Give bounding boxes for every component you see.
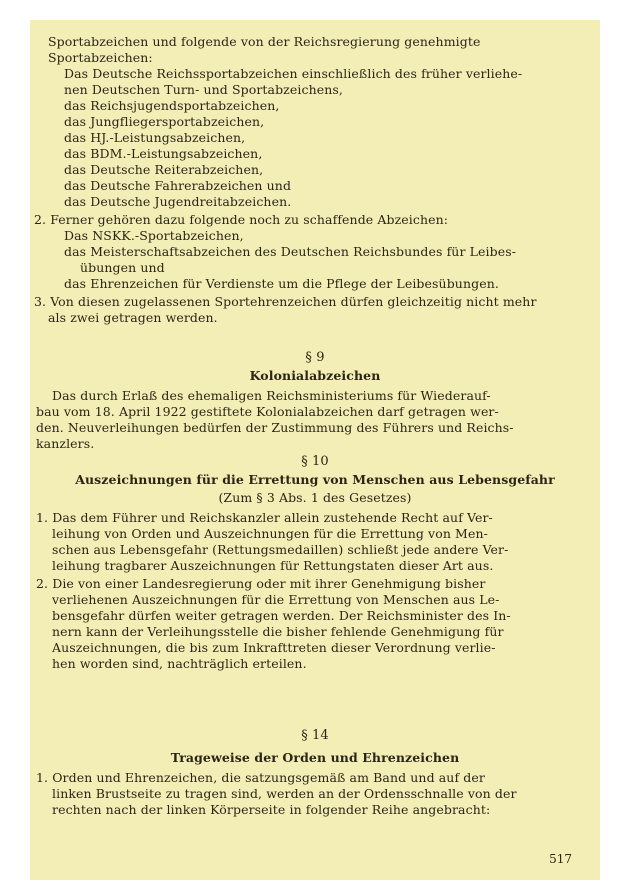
text-line: Sportabzeichen und folgende von der Reichsregierung genehmigte	[48, 34, 481, 49]
list-item-2: 2. Die von einer Landesregierung oder mit ihrer Genehmigung bisher	[36, 576, 486, 591]
section-10-subtitle: (Zum § 3 Abs. 1 des Gesetzes)	[218, 490, 412, 505]
section-14-title: Trageweise der Orden und Ehrenzeichen	[170, 750, 460, 765]
text-line: schen aus Lebensgefahr (Rettungsmedaillen) schließt jede andere Ver-	[52, 542, 509, 557]
text-line: rechten nach der linken Körperseite in folgender Reihe angebracht:	[52, 802, 491, 817]
text-line: leihung tragbarer Auszeichnungen für Rettungstaten dieser Art aus.	[52, 558, 494, 573]
text-line: Auszeichnungen, die bis zum Inkrafttreten dieser Verordnung verlie-	[52, 640, 496, 655]
section-14-number: § 14	[301, 728, 329, 743]
text-line: hen worden sind, nachträglich erteilen.	[52, 656, 307, 671]
text-line: bau vom 18. April 1922 gestiftete Kolonialabzeichen darf getragen wer-	[36, 404, 499, 419]
section-9-number: § 9	[305, 350, 325, 365]
text-line: nern kann der Verleihungsstelle die bisher fehlende Genehmigung für	[52, 624, 504, 639]
text-line: Das Deutsche Reichssportabzeichen einschließlich des früher verliehe-	[64, 66, 523, 81]
text-line: Das NSKK.-Sportabzeichen,	[64, 228, 244, 243]
text-line: das HJ.-Leistungsabzeichen,	[64, 130, 246, 145]
text-line: den. Neuverleihungen bedürfen der Zustimmung des Führers und Reichs-	[36, 420, 514, 435]
text-line: das Jungfliegersportabzeichen,	[64, 114, 265, 129]
text-line: das Deutsche Fahrerabzeichen und	[64, 178, 292, 193]
text-line: übungen und	[80, 260, 165, 275]
text-line: als zwei getragen werden.	[48, 310, 218, 325]
text-line: das Deutsche Jugendreitabzeichen.	[64, 194, 292, 209]
list-item-1: 1. Das dem Führer und Reichskanzler allein zustehende Recht auf Ver-	[36, 510, 493, 525]
document-page	[30, 20, 600, 880]
section-10-title: Auszeichnungen für die Errettung von Menschen aus Lebensgefahr	[75, 472, 555, 487]
text-line: leihung von Orden und Auszeichnungen für die Errettung von Men-	[52, 526, 488, 541]
list-item-3: 3. Von diesen zugelassenen Sportehrenzeichen dürfen gleichzeitig nicht mehr	[34, 294, 537, 309]
text-line: bensgefahr dürfen weiter getragen werden. Der Reichsminister des In-	[52, 608, 511, 623]
text-line: kanzlers.	[36, 436, 95, 451]
text-line: verliehenen Auszeichnungen für die Errettung von Menschen aus Le-	[52, 592, 500, 607]
text-line: linken Brustseite zu tragen sind, werden an der Ordensschnalle von der	[52, 786, 517, 801]
text-line: Sportabzeichen:	[48, 50, 153, 65]
text-line: Das durch Erlaß des ehemaligen Reichsministeriums für Wiederauf-	[52, 388, 491, 403]
text-line: das Deutsche Reiterabzeichen,	[64, 162, 264, 177]
section-9-title: Kolonialabzeichen	[249, 368, 381, 383]
list-item-2: 2. Ferner gehören dazu folgende noch zu schaffende Abzeichen:	[34, 212, 449, 227]
text-line: das Ehrenzeichen für Verdienste um die Pflege der Leibesübungen.	[64, 276, 499, 291]
text-line: das Reichsjugendsportabzeichen,	[64, 98, 280, 113]
list-item-1: 1. Orden und Ehrenzeichen, die satzungsgemäß am Band und auf der	[36, 770, 485, 785]
text-line: das BDM.-Leistungsabzeichen,	[64, 146, 263, 161]
page-number: 517	[549, 852, 572, 866]
section-10-number: § 10	[301, 454, 329, 469]
text-line: nen Deutschen Turn- und Sportabzeichens,	[64, 82, 343, 97]
text-line: das Meisterschaftsabzeichen des Deutschen Reichsbundes für Leibes-	[64, 244, 517, 259]
